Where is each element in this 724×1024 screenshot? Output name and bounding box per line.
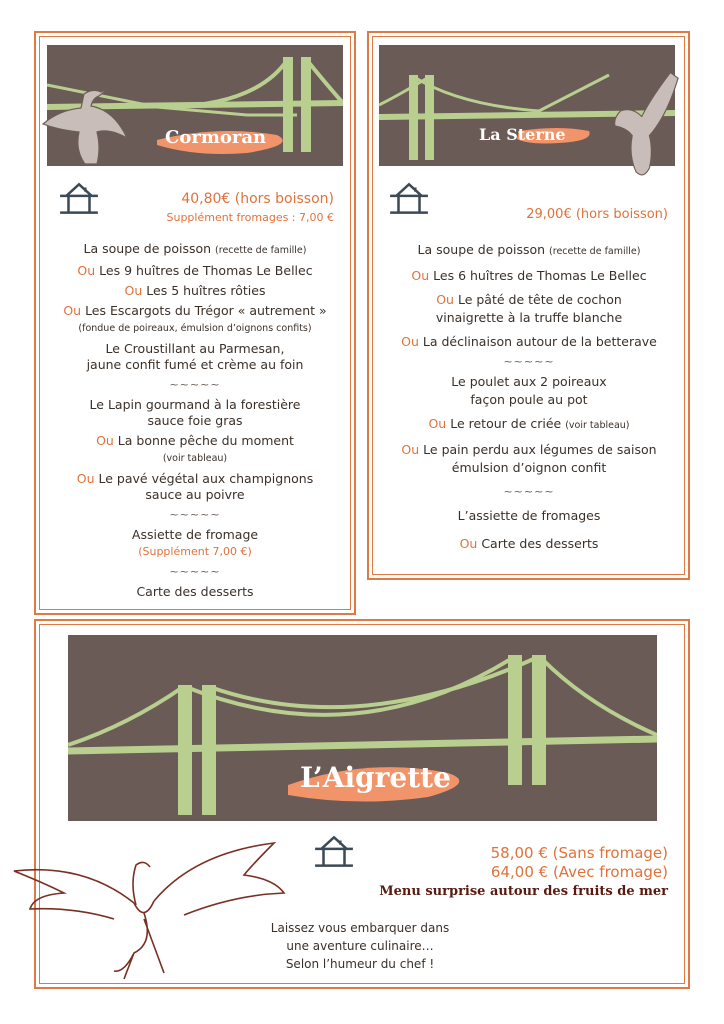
list-item: Ou Les Escargots du Trégor « autrement » (fondue de poireaux, émulsion d’oignons confits) <box>63 303 327 334</box>
separator: ~~~~~ <box>169 378 221 391</box>
separator: ~~~~~ <box>169 565 221 578</box>
list-item: Ou Les 6 huîtres de Thomas Le Bellec <box>411 268 647 283</box>
aigrette-banner <box>68 635 657 821</box>
list-item: Ou La bonne pêche du moment (voir tableau) <box>96 433 294 464</box>
sterne-price: 29,00€ (hors boisson) <box>526 207 668 222</box>
description-line: Laissez vous embarquer dans <box>270 921 450 935</box>
cormorant-illustration <box>38 80 130 170</box>
cormoran-price: 40,80€ (hors boisson) <box>181 191 334 207</box>
list-item: Ou La déclinaison autour de la betterave <box>401 334 657 349</box>
separator: ~~~~~ <box>169 508 221 521</box>
aigrette-tagline: Menu surprise autour des fruits de mer <box>379 884 668 899</box>
list-item: Ou Les 9 huîtres de Thomas Le Bellec <box>77 263 313 278</box>
list-item: Ou Le pâté de tête de cochon vinaigrette à la truffe blanche <box>435 292 623 325</box>
list-item: La soupe de poisson (recette de famille) <box>417 242 641 257</box>
cormoran-title: Cormoran <box>165 127 267 148</box>
list-item: Ou Les 5 huîtres rôties <box>124 283 266 298</box>
aigrette-description <box>250 919 470 973</box>
list-item: L’assiette de fromages <box>457 508 601 523</box>
list-item: Carte des desserts <box>136 584 254 599</box>
cormoran-cheese-supplement: Supplément fromages : 7,00 € <box>166 211 334 224</box>
house-icon <box>313 834 355 870</box>
list-item: Assiette de fromage (Supplément 7,00 €) <box>131 527 259 558</box>
description-line: une aventure culinaire… <box>286 939 434 953</box>
list-item: Ou Le retour de criée (voir tableau) <box>428 416 630 431</box>
aigrette-price-with-cheese: 64,00 € (Avec fromage) <box>490 863 668 881</box>
description-line: Selon l’humeur du chef ! <box>285 957 435 971</box>
list-item: Ou Le pain perdu aux légumes de saison émulsion d’oignon confit <box>401 442 657 475</box>
list-item: Le Croustillant au Parmesan, jaune confit fumé et crème au foin <box>86 341 304 372</box>
aigrette-title: L’Aigrette <box>300 761 451 794</box>
separator: ~~~~~ <box>503 485 555 498</box>
cormoran-dish-list <box>40 241 350 604</box>
list-item: Le poulet aux 2 poireaux façon poule au pot <box>451 374 607 407</box>
house-icon <box>58 181 100 217</box>
list-item: Le Lapin gourmand à la forestière sauce foie gras <box>89 397 301 428</box>
sterne-dish-list <box>374 241 684 557</box>
tern-illustration <box>594 65 680 187</box>
separator: ~~~~~ <box>503 355 555 368</box>
list-item: Ou Carte des desserts <box>459 536 599 551</box>
list-item: Ou Le pavé végétal aux champignons sauce au poivre <box>76 471 314 502</box>
house-icon <box>388 181 430 217</box>
list-item: La soupe de poisson (recette de famille) <box>83 241 307 256</box>
sterne-title: La Sterne <box>479 125 566 144</box>
aigrette-price-without-cheese: 58,00 € (Sans fromage) <box>490 844 668 862</box>
